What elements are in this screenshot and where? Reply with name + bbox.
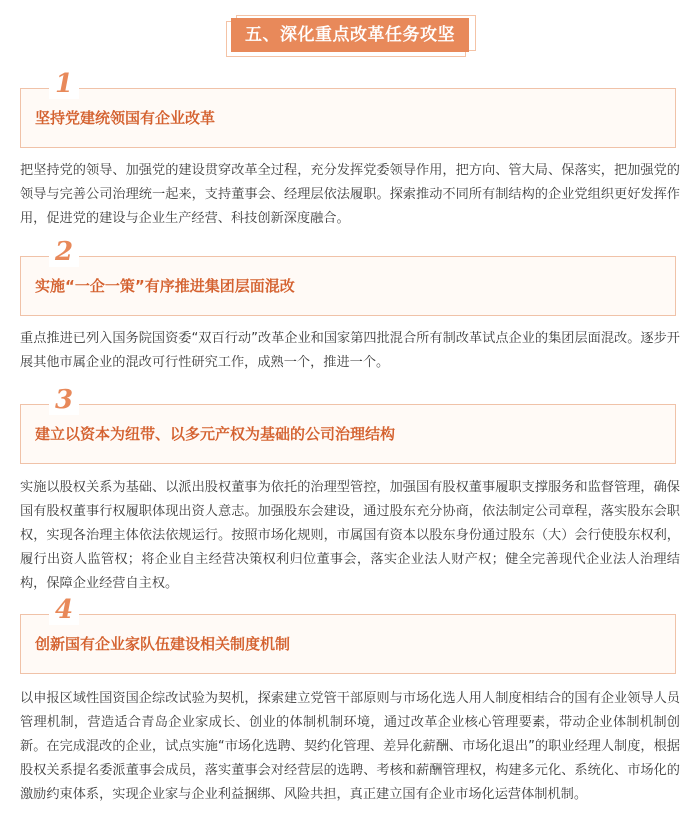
section-header-4 <box>20 595 676 674</box>
section-number: 1 <box>49 69 79 99</box>
section-number: 4 <box>49 595 79 625</box>
section-body-1: 把坚持党的领导、加强党的建设贯穿改革全过程，充分发挥党委领导作用，把方向、管大局、保落实，把加强党的领导与完善公司治理统一起来，支持董事会、经理层依法履职。探索推动不同所有制结构的企业党组织更好发挥作用，促进党的建设与企业生产经营、科技创新深度融合。 <box>20 163 680 226</box>
section-number: 2 <box>49 237 79 267</box>
section-body-4: 以申报区域性国资国企综改试验为契机，探索建立党管干部原则与市场化选人用人制度相结合的国有企业领导人员管理机制，营造适合青岛企业家成长、创业的体制机制环境，通过改革企业核心管理要素，带动企业体制机制创新。在完成混改的企业，试点实施“市场化选聘、契约化管理、差异化薪酬、市场化退出”的职业经理人制度，根据股权关系提名委派董事会成员，落实董事会对经营层的选聘、考核和薪酬管理权，构建多元化、系统化、市场化的激励约束体系，实现企业家与企业利益捆绑、风险共担，真正建立国有企业市场化运营体制机制。 <box>20 691 680 802</box>
section-heading: 坚持党建统领国有企业改革 <box>35 109 216 127</box>
section-header-2 <box>20 237 676 316</box>
section-body-2: 重点推进已列入国务院国资委“双百行动”改革企业和国家第四批混合所有制改革试点企业的集团层面混改。逐步开展其他市属企业的混改可行性研究工作，成熟一个，推进一个。 <box>20 331 680 370</box>
section-number: 3 <box>49 385 79 415</box>
section-header-1 <box>20 69 676 148</box>
section-heading: 创新国有企业家队伍建设相关制度机制 <box>35 635 291 653</box>
page-title: 五、深化重点改革任务攻坚 <box>231 18 469 52</box>
section-heading: 实施“一企一策”有序推进集团层面混改 <box>35 277 295 295</box>
section-heading: 建立以资本为纽带、以多元产权为基础的公司治理结构 <box>35 425 396 443</box>
section-header-3 <box>20 385 676 464</box>
section-body-3: 实施以股权关系为基础、以派出股权董事为依托的治理型管控，加强国有股权董事履职支撑服务和监督管理，确保国有股权董事行权履职体现出资人意志。加强股东会建设，通过股东充分协商，依法制定公司章程，落实股东会职权，实现各治理主体依法依规运行。按照市场化规则，市属国有资本以股东身份通过股东（大）会行使股东权利，履行出资人监管权；将企业自主经营决策权利归位董事会，落实企业法人财产权；健全完善现代企业法人治理结构，保障企业经营自主权。 <box>20 480 680 591</box>
title-container <box>0 18 700 52</box>
